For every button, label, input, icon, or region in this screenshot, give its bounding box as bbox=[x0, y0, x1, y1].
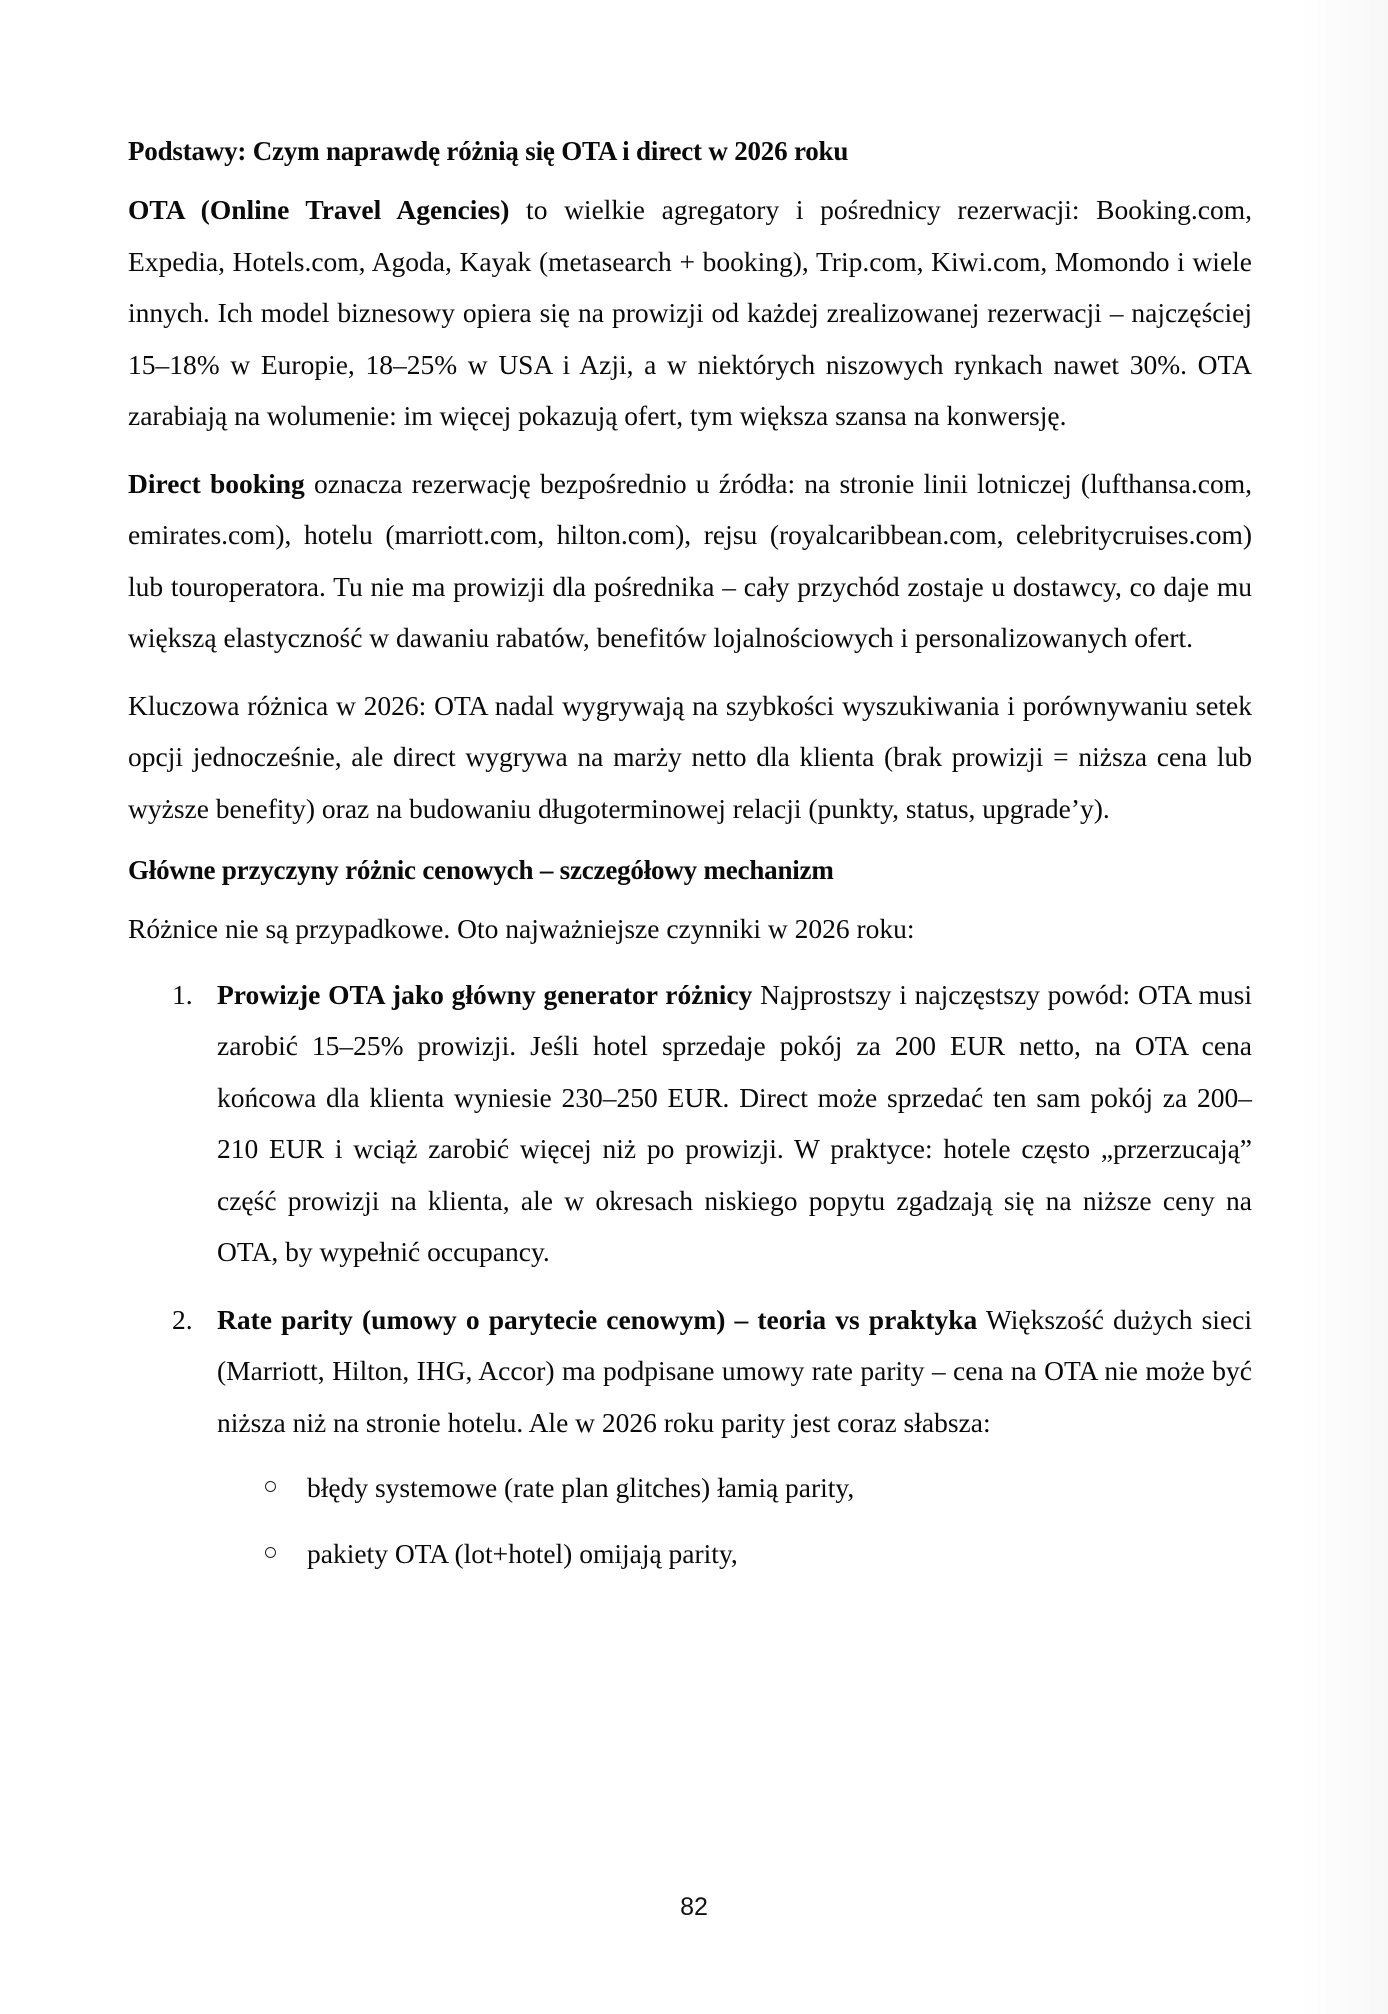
paragraph-direct-text: oznacza rezerwację bezpośrednio u źródła: na stronie linii lotniczej (lufthansa.com, emirates.com), hotelu (marriott.com, hilton.com), rejsu (royalcaribbean.com, celebritycruises.com) lub touroperatora. Tu nie ma prowizji dla pośrednika – cały przychód zostaje u dostawcy, co daje mu większą elastyczność w dawaniu rabatów, benefitów lojalnościowych i personalizowanych ofert. bbox=[128, 467, 1252, 653]
paragraph-ota-text: to wielkie agregatory i pośrednicy rezerwacji: Booking.com, Expedia, Hotels.com, Agoda, Kayak (metasearch + booking), Trip.com, Kiwi.com, Momondo i wiele innych. Ich model biznesowy opiera się na prowizji od każdej zrealizowanej rezerwacji – najczęściej 15–18% w Europie, 18–25% w USA i Azji, a w niektórych niszowych rynkach nawet 30%. OTA zarabiają na wolumenie: im więcej pokazują ofert, tym większa szansa na konwersję. bbox=[128, 194, 1252, 431]
hollow-circle-bullet-icon bbox=[265, 1547, 276, 1558]
paragraph-direct bbox=[128, 458, 1252, 664]
list-item bbox=[128, 969, 1252, 1278]
paragraph-intro: Różnice nie są przypadkowe. Oto najważniejsze czynniki w 2026 roku: bbox=[128, 913, 915, 944]
section-heading-basics: Podstawy: Czym naprawdę różnią się OTA i direct w 2026 roku bbox=[128, 136, 849, 166]
sub-list-item bbox=[128, 1528, 1252, 1580]
document-page bbox=[128, 131, 1252, 1595]
reasons-list bbox=[128, 969, 1252, 1580]
list-item-text: Większość dużych sieci (Marriott, Hilton, IHG, Accor) ma podpisane umowy rate parity – cena na OTA nie może być niższa niż na stronie hotelu. Ale w 2026 roku parity jest coraz słabsza: bbox=[217, 1303, 1252, 1438]
list-item-title: Rate parity (umowy o parytecie cenowym) – teoria vs praktyka bbox=[217, 1303, 978, 1335]
list-item-title: Prowizje OTA jako główny generator różnicy bbox=[217, 978, 753, 1010]
page-number: 82 bbox=[680, 1893, 708, 1921]
paragraph-ota bbox=[128, 184, 1252, 442]
sub-list-item-text: błędy systemowe (rate plan glitches) łamią parity, bbox=[307, 1472, 855, 1503]
hollow-circle-bullet-icon bbox=[265, 1481, 276, 1492]
list-item-body bbox=[217, 1294, 1252, 1449]
list-item bbox=[128, 1294, 1252, 1580]
list-number: 1. bbox=[172, 978, 193, 1010]
section-heading-price-causes: Główne przyczyny różnic cenowych – szczegółowy mechanizm bbox=[128, 855, 834, 885]
list-item-body bbox=[217, 969, 1252, 1278]
sub-list-item bbox=[128, 1462, 1252, 1514]
list-number: 2. bbox=[172, 1303, 193, 1335]
term-ota: OTA (Online Travel Agencies) bbox=[128, 194, 510, 225]
term-direct-booking: Direct booking bbox=[128, 467, 305, 499]
paragraph-key-difference: Kluczowa różnica w 2026: OTA nadal wygrywają na szybkości wyszukiwania i porównywaniu setek opcji jednocześnie, ale direct wygrywa na marży netto dla klienta (brak prowizji = niższa cena lub wyższe benefity) oraz na budowaniu długoterminowej relacji (punkty, status, upgrade’y). bbox=[128, 689, 1252, 824]
sub-list-item-text: pakiety OTA (lot+hotel) omijają parity, bbox=[307, 1537, 738, 1569]
list-item-text: Najprostszy i najczęstszy powód: OTA musi zarobić 15–25% prowizji. Jeśli hotel sprzedaje pokój za 200 EUR netto, na OTA cena końcowa dla klienta wyniesie 230–250 EUR. Direct może sprzedać ten sam pokój za 200–210 EUR i wciąż zarobić więcej niż po prowizji. W praktyce: hotele często „przerzucają” część prowizji na klienta, ale w okresach niskiego popytu zgadzają się na niższe ceny na OTA, by wypełnić occupancy. bbox=[217, 978, 1253, 1267]
sub-list bbox=[217, 1462, 1252, 1579]
